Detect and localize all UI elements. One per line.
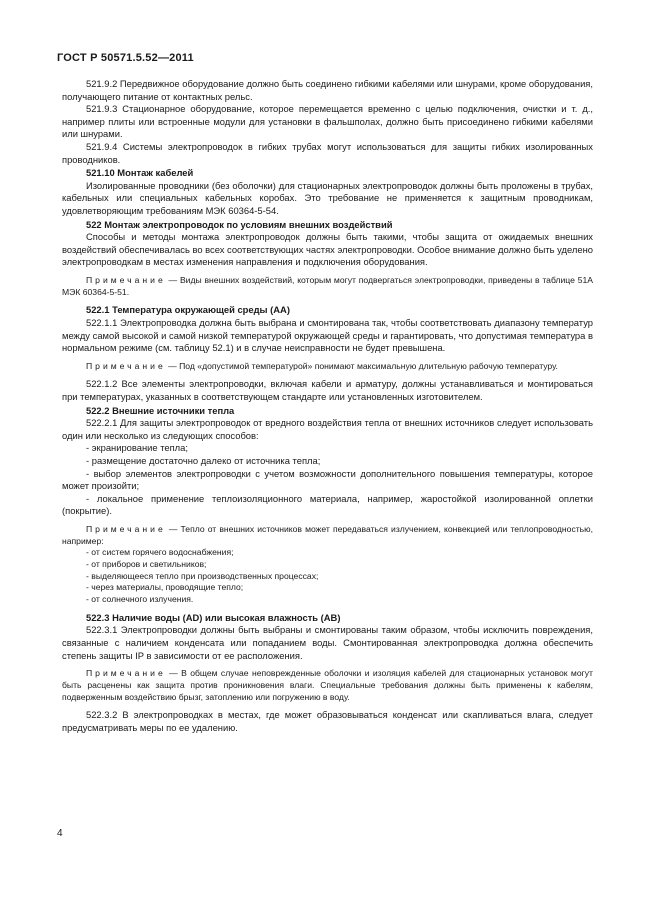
note-list-item: - выделяющееся тепло при производственных процессах; [86, 570, 319, 581]
heading-522: 522 Монтаж электропроводок по условиям внешних воздействий [86, 218, 393, 230]
note-list-item: - от солнечного излучения. [86, 594, 194, 605]
heading-522-3: 522.3 Наличие воды (AD) или высокая влажность (АВ) [86, 611, 341, 623]
paragraph-521-9-2: 521.9.2 Передвижное оборудование должно быть соединено гибкими кабелями или шнурами, кроме оборудования, получающего питание от контактных рельс. [62, 78, 593, 102]
list-item: - выбор элементов электропроводки с учетом возможности дополнительного повышения температуры, которое может произойти; [62, 467, 593, 492]
paragraph-522-1-2: 522.1.2 Все элементы электропроводки, включая кабели и арматуру, должны устанавливаться и монтироваться при температурах, указанных в соответствующем стандарте или установленных изготовителем. [62, 378, 593, 402]
note-4 [62, 668, 593, 703]
note-1 [62, 275, 593, 298]
page-number: 4 [57, 828, 63, 839]
note-3-text: — Тепло от внешних источников может передаваться излучением, конвекцией или теплопроводностью, например: [62, 523, 593, 546]
paragraph-521-10: Изолированные проводники (без оболочки) для стационарных электропроводок должны быть проложены в трубах, кабельных или специальных кабельных коробах. Это требование не применяется к защитным проводникам, удовлетворяющим требованиям МЭК 60364-5-54. [62, 179, 593, 216]
note-label: Примечание [86, 523, 166, 534]
paragraph-522: Способы и методы монтажа электропроводок должны быть такими, чтобы защита от ожидаемых внешних воздействий обеспечивалась во всех соответствующих частях электропроводки. Особое внимание должно быть уделено электропроводкам в местах изменения направления и подключения оборудования. [62, 231, 593, 268]
paragraph-522-3-1: 522.3.1 Электропроводки должны быть выбраны и смонтированы таким образом, чтобы исключить повреждения, связанные с наличием конденсата или попаданием воды. Смонтированная электропроводка должна обеспечить степень защиты IP в зависимости от ее расположения. [62, 624, 593, 661]
document-header: ГОСТ Р 50571.5.52—2011 [57, 52, 194, 64]
note-4-text: — В общем случае неповрежденные оболочки и изоляция кабелей для стационарных установок могут быть расценены как защита против проникновения влаги. Специальные требования должны быть применены к кабелям, подверженным воздействию брызг, затоплению или погружению в воду. [62, 668, 593, 702]
document-body [62, 78, 593, 735]
paragraph-522-1-1: 522.1.1 Электропроводка должна быть выбрана и смонтирована так, чтобы соответствовать диапазону температур между самой высокой и самой низкой температурой окружающей среды и гарантировать, что допустимая температура в нормальном режиме (см. таблицу 52.1) и в случае неисправности не будет превышена. [62, 316, 593, 354]
list-item: - размещение достаточно далеко от источника тепла; [86, 454, 321, 466]
heading-521-10: 521.10 Монтаж кабелей [86, 167, 194, 179]
paragraph-522-2-1: 522.2.1 Для защиты электропроводок от вредного воздействия тепла от внешних источников следует использовать один или несколько из следующих способов: [62, 417, 593, 441]
heading-522-2: 522.2 Внешние источники тепла [86, 404, 235, 416]
note-label: Примечание [86, 274, 166, 285]
note-label: Примечание [86, 360, 166, 371]
note-list-item: - через материалы, проводящие тепло; [86, 582, 244, 593]
paragraph-521-9-4: 521.9.4 Системы электропроводок в гибких трубах могут использоваться для защиты гибких изолированных проводников. [62, 140, 593, 165]
heading-522-1: 522.1 Температура окружающей среды (АА) [86, 304, 290, 316]
note-list-item: - от приборов и светильников; [86, 559, 207, 570]
paragraph-522-3-2: 522.3.2 В электропроводках в местах, где может образовываться конденсат или скапливаться влага, следует предусматривать меры по ее удалению. [62, 709, 593, 733]
list-item: - локальное применение теплоизоляционного материала, например, жаростойкой изолированной оплетки (покрытие). [62, 492, 593, 517]
note-list-item: - от систем горячего водоснабжения; [86, 547, 234, 558]
note-3 [62, 524, 593, 547]
note-label: Примечание [86, 668, 166, 679]
note-2-text: — Под «допустимой температурой» понимают максимальную длительную рабочую температуру. [165, 360, 558, 371]
list-item: - экранирование тепла; [86, 442, 188, 454]
note-2 [62, 361, 593, 373]
paragraph-521-9-3: 521.9.3 Стационарное оборудование, которое перемещается временно с целью подключения, очистки и т. д., например плиты или встроенные модули для установки в фальшполах, должно быть присоединено гибкими кабелями или шнурами. [62, 103, 593, 140]
note-1-text: — Виды внешних воздействий, которым могут подвергаться электропроводки, приведены в таблице 51А МЭК 60364-5-51. [62, 274, 593, 297]
